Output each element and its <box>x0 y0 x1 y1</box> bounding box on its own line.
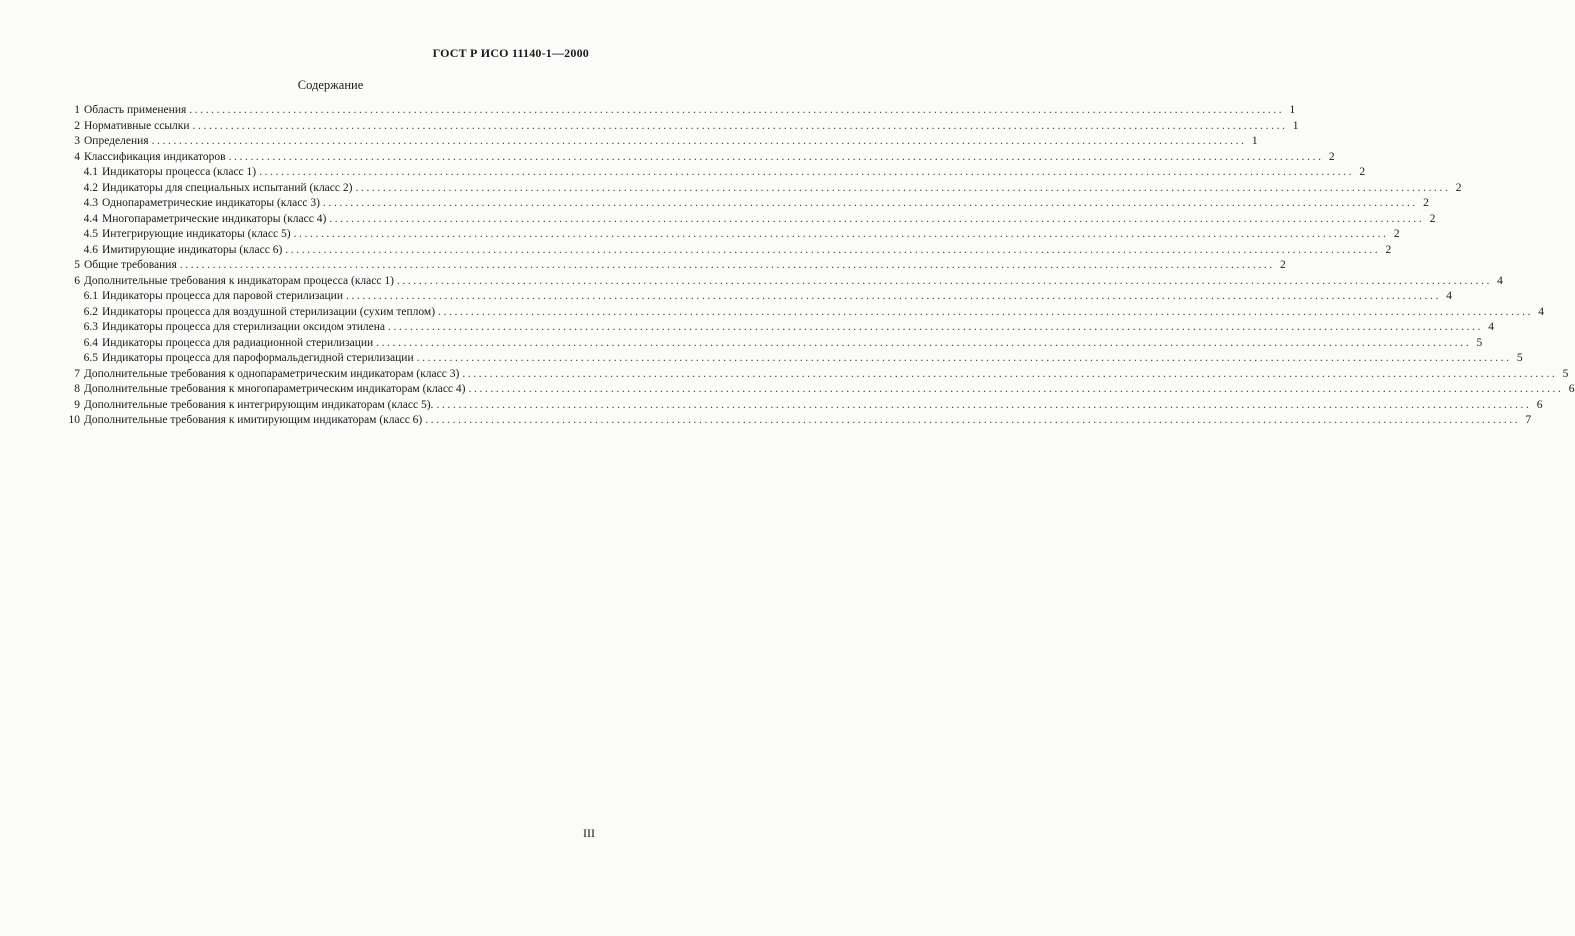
toc-entry[interactable] <box>60 258 1286 274</box>
toc-leader-dots: ........................................................................................................................................................................................................ <box>462 367 1558 380</box>
toc-entry-number: 1 <box>74 104 80 116</box>
table-of-contents <box>60 103 1575 429</box>
toc-entry-page: 1 <box>1251 135 1258 147</box>
toc-leader-dots: ........................................................................................................................................................................................................ <box>329 212 1425 225</box>
toc-entry[interactable] <box>60 305 1545 321</box>
toc-entry-number: 4.4 <box>83 212 98 225</box>
toc-entry-title: Индикаторы процесса (класс 1) <box>102 166 257 178</box>
toc-entry-title: Индикаторы для специальных испытаний (класс 2) <box>102 181 353 194</box>
toc-entry-title: Однопараметрические индикаторы (класс 3) <box>102 197 320 209</box>
toc-entry-title: Общие требования <box>84 259 177 271</box>
toc-entry-page: 2 <box>1328 150 1335 163</box>
toc-entry-page: 1 <box>1292 119 1299 132</box>
toc-entry-title: Многопараметрические индикаторы (класс 4) <box>102 212 327 225</box>
toc-entry-number: 7 <box>74 367 80 380</box>
toc-entry-page: 1 <box>1289 104 1296 116</box>
toc-entry[interactable] <box>60 274 1503 290</box>
toc-entry-title: Индикаторы процесса для воздушной стерилизации (сухим теплом) <box>102 305 436 318</box>
toc-entry-number: 3 <box>74 135 80 147</box>
toc-entry[interactable] <box>60 413 1532 429</box>
toc-entry-title: Дополнительные требования к многопараметрическим индикаторам (класс 4) <box>84 383 466 395</box>
toc-entry-number: 4 <box>74 150 80 163</box>
toc-leader-dots: ........................................................................................................................................................................................................ <box>285 243 1381 256</box>
toc-entry-page: 5 <box>1516 352 1523 364</box>
toc-entry-number: 8 <box>74 383 80 395</box>
toc-entry[interactable] <box>60 227 1400 243</box>
toc-leader-dots: ........................................................................................................................................................................................................ <box>468 383 1564 395</box>
toc-entry[interactable] <box>60 212 1436 228</box>
toc-entry-title: Дополнительные требования к интегрирующим индикаторам (класс 5). <box>84 398 434 411</box>
toc-leader-dots: ........................................................................................................................................................................................................ <box>192 119 1288 132</box>
toc-entry-title: Область применения <box>84 104 187 116</box>
toc-entry-title: Определения <box>84 135 149 147</box>
toc-entry-number: 6 <box>74 274 80 287</box>
toc-entry[interactable] <box>60 289 1452 305</box>
toc-entry-number: 6.3 <box>83 321 98 333</box>
toc-entry-number: 2 <box>74 119 80 132</box>
toc-entry-page: 2 <box>1393 228 1400 240</box>
toc-entry-title: Дополнительные требования к имитирующим индикаторам (класс 6) <box>84 414 423 426</box>
toc-entry[interactable] <box>60 119 1299 135</box>
toc-leader-dots: ........................................................................................................................................................................................................ <box>376 336 1472 349</box>
toc-entry-page: 4 <box>1497 274 1503 287</box>
document-id: ГОСТ Р ИСО 11140-1—2000 <box>432 46 589 60</box>
toc-entry[interactable] <box>60 196 1429 212</box>
toc-entry[interactable] <box>60 103 1296 119</box>
toc-entry-page: 2 <box>1385 243 1392 256</box>
toc-entry-page: 4 <box>1488 321 1495 333</box>
toc-leader-dots: ........................................................................................................................................................................................................ <box>293 228 1389 240</box>
toc-entry-number: 6.5 <box>83 352 98 364</box>
toc-entry-page: 5 <box>1476 336 1483 349</box>
toc-leader-dots: ........................................................................................................................................................................................................ <box>228 150 1324 163</box>
toc-entry-number: 4.1 <box>83 166 98 178</box>
toc-leader-dots: ........................................................................................................................................................................................................ <box>345 290 1441 302</box>
toc-entry-page: 4 <box>1538 305 1545 318</box>
toc-entry-number: 4.6 <box>83 243 98 256</box>
toc-entry-page: 2 <box>1423 197 1429 209</box>
toc-entry[interactable] <box>60 165 1366 181</box>
toc-entry-title: Классификация индикаторов <box>84 150 226 163</box>
toc-leader-dots: ........................................................................................................................................................................................................ <box>259 166 1355 178</box>
toc-entry[interactable] <box>60 336 1483 352</box>
toc-entry-title: Индикаторы процесса для паровой стерилизации <box>102 290 343 302</box>
toc-entry[interactable] <box>60 367 1569 383</box>
toc-leader-dots: ........................................................................................................................................................................................................ <box>355 181 1451 194</box>
toc-entry-number: 6.1 <box>83 290 98 302</box>
toc-leader-dots: ........................................................................................................................................................................................................ <box>322 197 1418 209</box>
toc-entry[interactable] <box>60 320 1495 336</box>
toc-entry-title: Дополнительные требования к индикаторам процесса (класс 1) <box>84 274 394 287</box>
toc-entry-title: Дополнительные требования к однопараметрическим индикаторам (класс 3) <box>84 367 460 380</box>
toc-title: Содержание <box>297 78 364 92</box>
toc-entry[interactable] <box>60 351 1523 367</box>
toc-entry-page: 2 <box>1280 259 1286 271</box>
toc-entry[interactable] <box>60 150 1335 166</box>
toc-entry-number: 10 <box>68 414 80 426</box>
toc-leader-dots: ........................................................................................................................................................................................................ <box>189 104 1285 116</box>
toc-entry-page: 7 <box>1525 414 1532 426</box>
toc-entry[interactable] <box>60 181 1462 197</box>
toc-entry[interactable] <box>60 382 1575 398</box>
toc-leader-dots: ........................................................................................................................................................................................................ <box>388 321 1484 333</box>
toc-entry-title: Индикаторы процесса для стерилизации оксидом этилена <box>102 321 386 333</box>
toc-entry-page: 2 <box>1455 181 1462 194</box>
toc-entry-title: Индикаторы процесса для пароформальдегидной стерилизации <box>102 352 414 364</box>
toc-leader-dots: ........................................................................................................................................................................................................ <box>436 398 1532 411</box>
toc-entry-page: 6 <box>1568 383 1575 395</box>
toc-entry-number: 5 <box>74 259 80 271</box>
toc-leader-dots: ........................................................................................................................................................................................................ <box>438 305 1534 318</box>
toc-entry-number: 9 <box>74 398 80 411</box>
toc-entry-number: 6.2 <box>83 305 98 318</box>
toc-entry-title: Индикаторы процесса для радиационной стерилизации <box>102 336 374 349</box>
toc-entry-title: Нормативные ссылки <box>84 119 190 132</box>
toc-entry-title: Интегрирующие индикаторы (класс 5) <box>102 228 291 240</box>
toc-entry-title: Имитирующие индикаторы (класс 6) <box>102 243 283 256</box>
toc-entry-number: 4.5 <box>83 228 98 240</box>
toc-entry[interactable] <box>60 243 1392 259</box>
toc-entry[interactable] <box>60 134 1258 150</box>
toc-entry-page: 6 <box>1536 398 1543 411</box>
page-number: III <box>583 826 595 840</box>
toc-leader-dots: ........................................................................................................................................................................................................ <box>425 414 1521 426</box>
toc-entry-number: 4.2 <box>83 181 98 194</box>
toc-entry-number: 6.4 <box>83 336 98 349</box>
toc-entry-number: 4.3 <box>83 197 98 209</box>
toc-leader-dots: ........................................................................................................................................................................................................ <box>416 352 1512 364</box>
toc-entry[interactable] <box>60 398 1543 414</box>
toc-entry-page: 2 <box>1359 166 1366 178</box>
toc-leader-dots: ........................................................................................................................................................................................................ <box>396 274 1492 287</box>
toc-entry-page: 4 <box>1446 290 1452 302</box>
toc-leader-dots: ........................................................................................................................................................................................................ <box>151 135 1247 147</box>
toc-leader-dots: ........................................................................................................................................................................................................ <box>179 259 1275 271</box>
toc-entry-page: 2 <box>1429 212 1436 225</box>
toc-entry-page: 5 <box>1562 367 1569 380</box>
